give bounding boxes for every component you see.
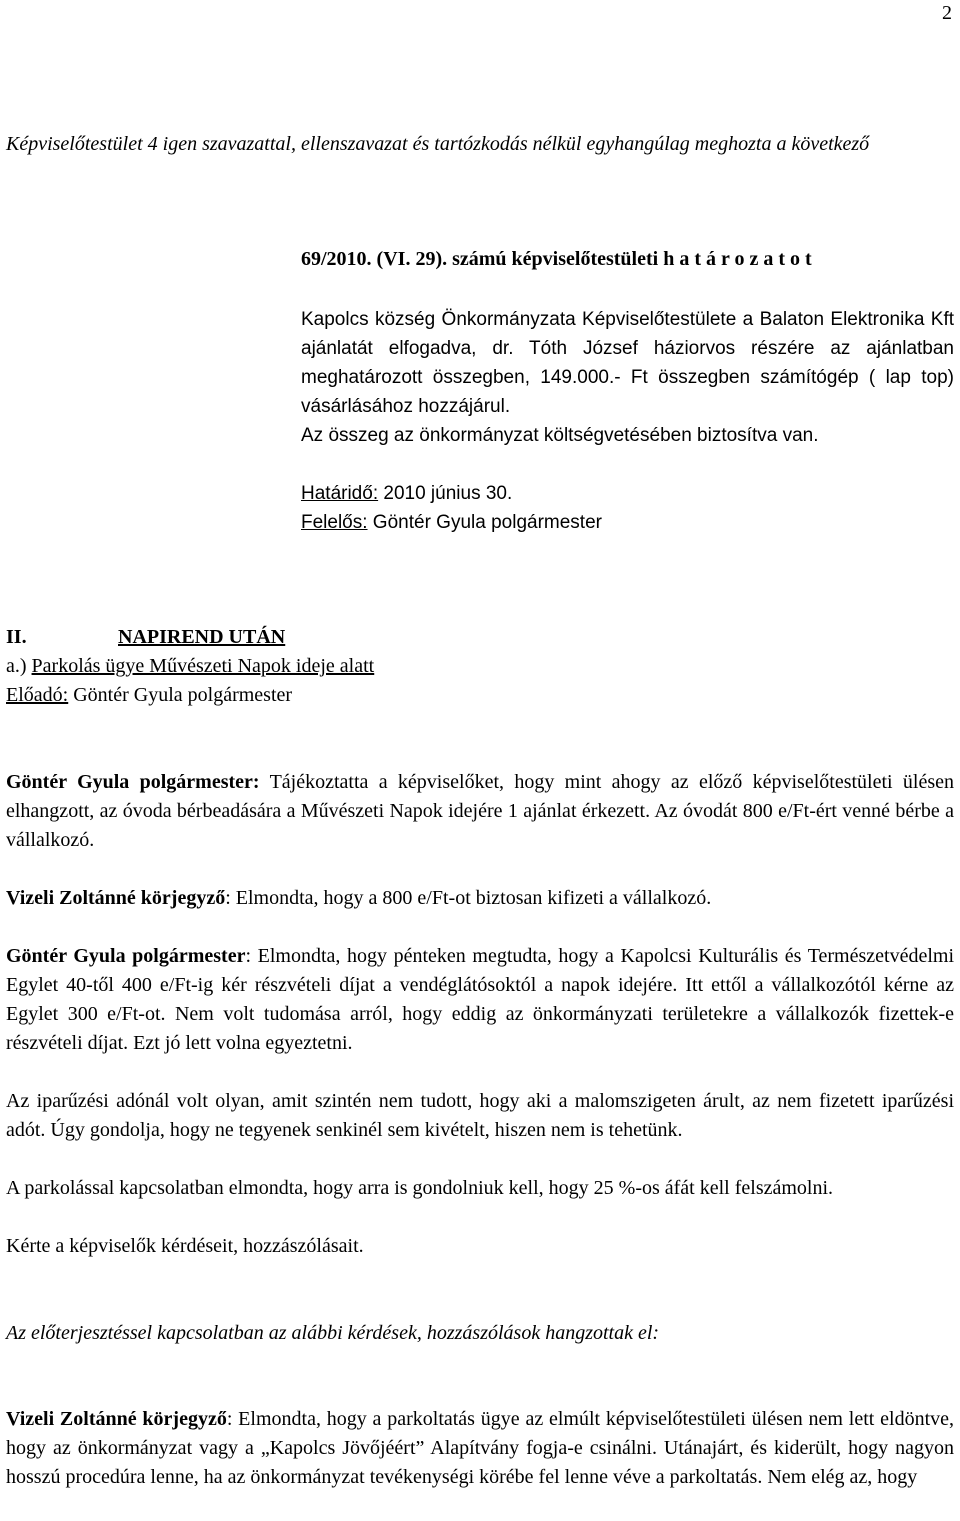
paragraph-notary-2-text: : Elmondta, hogy a parkoltatás ügye az elmúlt képviselőtestületi ülésen nem lett eldöntve, hogy az önkormányzat vagy a „Kapolcs Jövőjéért” Alapítvány fogja-e csinálni. Utánajárt, és kiderült, hogy nagyon hosszú procedúra lenne, ha az önkormányzat tevékenységi körébe fel lenne véve a parkoltatás. Nem elég az, hogy (6, 1408, 955, 1488)
responsible-value: Göntér Gyula polgármester (367, 512, 602, 533)
section-title: NAPIREND UTÁN (118, 626, 286, 648)
paragraph-discussion-intro: Az előterjesztéssel kapcsolatban az alábbi kérdések, hozzászólások hangzottak el: (6, 1322, 660, 1344)
resolution-responsible (301, 508, 602, 537)
resolution-body-2: Az összeg az önkormányzat költségvetésében biztosítva van. (301, 425, 819, 446)
paragraph-mayor-1-text: Tájékoztatta a képviselőket, hogy mint ahogy az előző képviselőtestületi ülésen elhangzott, az óvoda bérbeadására a Művészeti Napok idejére 1 ajánlat érkezett. Az óvodát 800 e/Ft-ért venné bérbe a vállalkozó. (6, 771, 955, 851)
speaker-notary-1: Vizeli Zoltánné körjegyző (6, 887, 226, 909)
speaker-mayor-1: Göntér Gyula polgármester: (6, 771, 260, 793)
paragraph-request: Kérte a képviselők kérdéseit, hozzászólásait. (6, 1235, 364, 1257)
resolution-deadline (301, 479, 512, 508)
agenda-item (6, 652, 374, 681)
agenda-item-title: Parkolás ügye Művészeti Napok ideje alatt (31, 655, 375, 677)
paragraph-notary-1-text: : Elmondta, hogy a 800 e/Ft-ot biztosan kifizeti a vállalkozó. (225, 887, 712, 909)
section-roman-numeral: II. (6, 626, 27, 648)
agenda-item-prefix: a.) (6, 655, 27, 677)
paragraph-notary-2 (6, 1405, 954, 1492)
paragraph-mayor-2 (6, 942, 954, 1058)
speaker-mayor-2: Göntér Gyula polgármester (6, 945, 246, 967)
presenter-label: Előadó: (6, 684, 69, 706)
deadline-label: Határidő: (301, 483, 379, 504)
speaker-notary-2: Vizeli Zoltánné körjegyző (6, 1408, 227, 1430)
paragraph-mayor-1 (6, 768, 954, 855)
resolution-word: h a t á r o z a t o t (663, 248, 812, 270)
responsible-label: Felelős: (301, 512, 368, 533)
presenter-line (6, 681, 292, 710)
paragraph-notary-1 (6, 884, 954, 913)
deadline-value: 2010 június 30. (378, 483, 513, 504)
paragraph-business-tax: Az iparűzési adónál volt olyan, amit szintén nem tudott, hogy aki a malomszigeten árult, az nem fizetett iparűzési adót. Úgy gondolja, hogy ne tegyenek senkinél sem kivételt, hiszen nem is tehetünk. (6, 1090, 954, 1141)
paragraph-mayor-2-text: : Elmondta, hogy pénteken megtudta, hogy a Kapolcsi Kulturális és Természetvédelmi Egylet 40-től 400 e/Ft-ig kér részvételi díjat a vendéglátósoktól a napok idejére. Itt ettől a vállalkozótól kérne az Egylet 300 e/Ft-ot. Nem volt tudomása arról, hogy eddig az önkormányzati területekre a vállalkozók fizettek-e részvételi díjat. Ezt jó lett volna egyeztetni. (6, 945, 954, 1054)
intro-text: Képviselőtestület 4 igen szavazattal, ellenszavazat és tartózkodás nélkül egyhangúlag meghozta a következő (6, 133, 870, 155)
resolution-number: 69/2010. (VI. 29). számú képviselőtestületi (301, 248, 659, 270)
presenter-value: Göntér Gyula polgármester (68, 684, 293, 706)
page-number: 2 (942, 2, 952, 24)
resolution-title (301, 248, 812, 271)
resolution-body: Kapolcs község Önkormányzata Képviselőtestülete a Balaton Elektronika Kft ajánlatát elfogadva, dr. Tóth József háziorvos részére az ajánlatban meghatározott összegben, 149.000.- Ft összegben számítógép ( lap top) vásárlásához hozzájárul. (301, 309, 954, 417)
paragraph-parking-vat: A parkolással kapcsolatban elmondta, hogy arra is gondolniuk kell, hogy 25 %-os áfát kell felszámolni. (6, 1177, 834, 1199)
